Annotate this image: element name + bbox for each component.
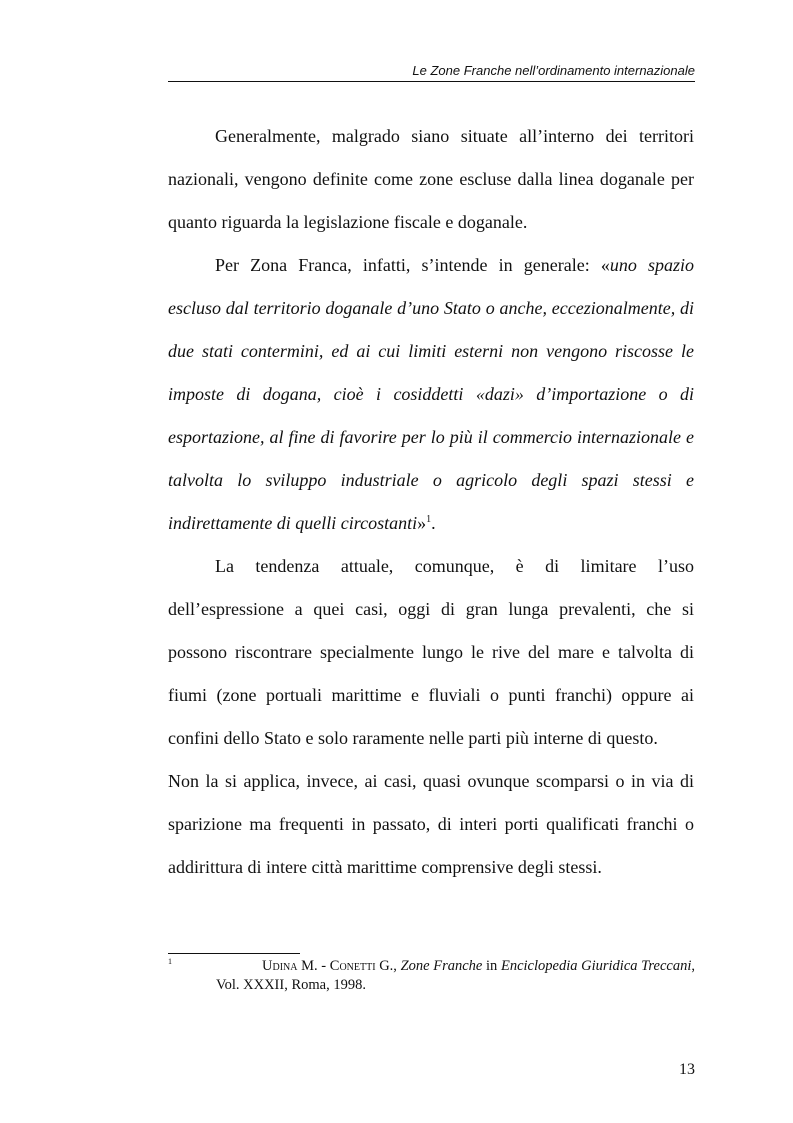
footnote-title: Zone Franche [400,958,483,974]
footnote-reference[interactable]: 1 [426,514,432,525]
footnote-author-2-initial: G., [375,958,401,974]
quote-close: » [417,513,427,533]
footnote [168,957,695,995]
body-text [168,115,694,889]
footnote-in: in [482,958,501,974]
running-header: Le Zone Franche nell’ordinamento internazionale [412,63,695,78]
paragraph-2 [168,244,694,545]
footnote-details: , Vol. XXXII, Roma, 1998. [216,958,695,993]
footnote-text [168,957,695,995]
sentence-end: . [431,513,436,533]
paragraph-1: Generalmente, malgrado siano situate all’interno dei territori nazionali, vengono definite come zone escluse dalla linea doganale per quanto riguarda la legislazione fiscale e doganale. [168,126,694,232]
footnote-work: Enciclopedia Giuridica Treccani [500,958,692,974]
paragraph-3: La tendenza attuale, comunque, è di limitare l’uso dell’espressione a quei casi, oggi di gran lunga prevalenti, che si possono riscontrare specialmente lungo le rive del mare e talvolta di fiumi (zone portuali marittime e fluviali o punti franchi) oppure ai confini dello Stato e solo raramente nelle parti più interne di questo. [168,556,694,748]
header-rule [168,81,695,82]
footnote-author-2: Conetti [329,958,376,974]
footnote-rule [168,953,300,954]
definition-quote: uno spazio escluso dal territorio doganale d’uno Stato o anche, eccezionalmente, di due stati contermini, ed ai cui limiti esterni non vengono riscosse le imposte di dogana, cioè i cosiddetti «dazi» d’importazione o di esportazione, al fine di favorire per lo più il commercio internazionale e talvolta lo sviluppo industriale o agricolo degli spazi stessi e indirettamente di quelli circostanti [168,255,694,533]
paragraph-4: Non la si applica, invece, ai casi, quasi ovunque scomparsi o in via di sparizione ma frequenti in passato, di interi porti qualificati franchi o addirittura di intere città marittime comprensive degli stessi. [168,771,694,877]
footnote-author-1: Udina [262,958,298,974]
footnote-number: 1 [168,957,172,966]
footnote-author-1-initial: M. - [297,958,330,974]
page-number: 13 [679,1061,695,1078]
definition-intro: Per Zona Franca, infatti, s’intende in generale: « [215,255,610,275]
